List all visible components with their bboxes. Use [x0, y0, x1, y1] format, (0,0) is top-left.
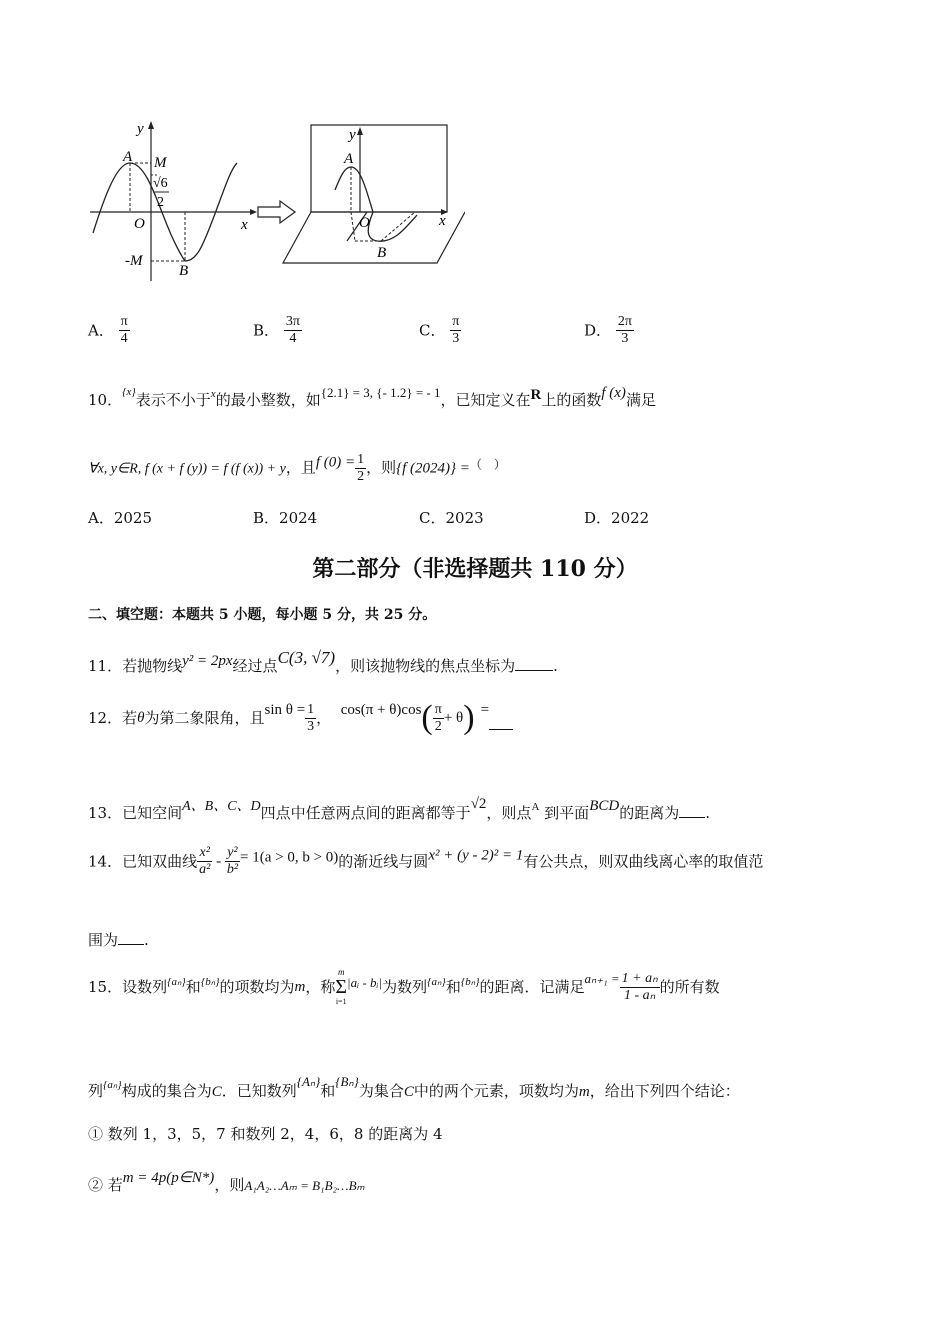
sine-curve-right-upper	[335, 167, 373, 212]
q15-c2a: ② 若	[88, 1176, 123, 1194]
q13-end: .	[705, 804, 710, 822]
q15-bn-2: {bₙ}	[460, 976, 480, 988]
q14-frac-x: $\frac{\text{x²}}{\text{a²}}$	[199, 845, 211, 877]
q15-bn: {bₙ}	[200, 976, 220, 988]
q12-expr2: + θ	[443, 710, 464, 726]
q10-text4: 上的函数	[541, 391, 602, 409]
q15-c2-prod: A₁A₂…Aₘ = B₁B₂…Bₘ	[244, 1178, 365, 1193]
q15-line1	[88, 966, 720, 1008]
q12-text1: 若	[122, 709, 138, 727]
q14-line2	[88, 930, 149, 950]
g1-label-negM: -M	[125, 253, 143, 269]
q12-answer-blank[interactable]	[489, 715, 513, 730]
q13-answer-blank[interactable]	[679, 803, 705, 818]
q9-option-b[interactable]	[253, 314, 302, 347]
q14-circle: x² + (y - 2)² = 1	[428, 847, 524, 864]
q13-sqrt2: √2	[470, 796, 487, 812]
q9-option-fraction: $\frac{2\pi}{3}$	[617, 314, 632, 346]
q10-target: {f (2024)} =	[396, 460, 470, 477]
q12-expr1: cos(π + θ)cos	[340, 702, 422, 718]
q10-brace-x: {x}	[122, 386, 136, 398]
q11-answer-blank[interactable]	[515, 656, 553, 671]
q14-line1: 14．已知双曲线 $\frac{\text{x²}}{\text{a²}}$ - $\frac{\text{y²}}{\text{b²}}$ = 1(a > 0, b > 0)的渐近线与圆x² + (y - 2)² = 1有公共点，则双曲线离心率的取值范	[88, 845, 764, 877]
q15-sum-body: |aᵢ - bᵢ|	[347, 975, 383, 990]
q15-line2	[88, 1072, 740, 1102]
q10-line2	[88, 452, 506, 485]
q14-answer-blank[interactable]	[118, 930, 144, 945]
g2-label-O: O	[359, 215, 370, 231]
sine-graph-figure	[85, 115, 465, 285]
q9-option-letter: D．	[584, 321, 612, 340]
q12-pi-frac: $\frac{\pi}{2}$	[434, 701, 442, 734]
part2-title: 第二部分（非选择题共 110 分）	[312, 556, 638, 582]
q9-option-letter: B．	[253, 321, 280, 340]
q13-A: A	[531, 801, 540, 813]
q10-option-a[interactable]: A．2025	[88, 509, 153, 527]
q15-text8: ．已知数列	[221, 1082, 297, 1100]
q15-text4: 为数列	[382, 978, 428, 996]
q15-m: m	[294, 979, 306, 995]
g2-label-y: y	[349, 127, 356, 143]
q13-BCD: BCD	[589, 798, 620, 814]
q14-text1: 已知双曲线	[122, 852, 198, 871]
g1-label-O: O	[134, 216, 145, 232]
q10-fx: f (x)	[601, 385, 626, 401]
q15-text1: 设数列	[122, 978, 168, 996]
q9-option-c[interactable]	[419, 314, 461, 347]
q10-example: {2.1} = 3, {- 1.2} = - 1	[320, 385, 441, 400]
q15-he-2: 和	[445, 978, 461, 996]
q15-lie: 列	[88, 1082, 104, 1100]
q10-text6: ，且	[285, 458, 316, 477]
q10-R: R	[530, 387, 542, 403]
q12-number: 12．	[88, 709, 123, 727]
q15-text9: 为集合	[358, 1082, 404, 1100]
g2-label-B: B	[377, 245, 387, 261]
q13	[88, 794, 710, 823]
q13-points: A、B、C、D	[182, 799, 261, 814]
q10-paren: （ ）	[469, 457, 506, 472]
g1-label-M: M	[154, 155, 167, 171]
q9-option-letter: A．	[88, 321, 114, 340]
g1-label-2: 2	[157, 195, 164, 210]
fold-arrow	[258, 201, 295, 223]
q11-point: C(3, √7)	[277, 648, 336, 667]
q12-text2: 为第二象限角，且	[144, 709, 265, 727]
q10-f0: f (0) =	[315, 454, 356, 471]
q12-theta: θ	[137, 710, 145, 726]
q15-he: 和	[185, 978, 201, 996]
q13-text3: ，则点	[486, 804, 532, 822]
q15-c2b: ，则	[214, 1176, 245, 1194]
q15-C: C	[211, 1084, 222, 1100]
q10-x: x	[210, 388, 216, 400]
q15-rec-frac: $\frac{\text{1 + aₙ}}{\text{1 - aₙ}}$	[621, 970, 658, 1003]
q15-number: 15．	[88, 978, 123, 996]
q13-text5: 的距离为	[619, 804, 680, 822]
q15-m-2: m	[578, 1084, 590, 1100]
q12: 12．若θ为第二象限角，且sin θ = $\frac{1}{3}$ ， cos(π + θ)cos( $\frac{\pi}{2}$ + θ) =	[88, 700, 513, 735]
section2-heading: 二、填空题：本题共 5 小题，每小题 5 分，共 25 分。	[88, 607, 437, 623]
q9-option-letter: C．	[419, 321, 446, 340]
q15-text3: ，称	[305, 978, 336, 996]
q10-option-b[interactable]: B．2024	[253, 509, 318, 527]
q15-text10: 中的两个元素，项数均为	[413, 1082, 579, 1100]
q9-option-fraction: $\frac{\pi}{3}$	[452, 314, 460, 346]
q11-number: 11．	[88, 657, 123, 675]
g1-label-sqrt6: √6	[153, 176, 168, 191]
q14-frac-y: $\frac{\text{y²}}{\text{b²}}$	[226, 845, 239, 877]
q15-Bn: {Bₙ}	[335, 1074, 359, 1089]
g1-label-y: y	[137, 121, 144, 137]
q10-text5: 满足	[625, 391, 656, 409]
q13-number: 13．	[88, 804, 123, 822]
g2-label-A: A	[344, 151, 354, 167]
q12-sin-frac: $\frac{1}{3}$	[307, 701, 315, 734]
q14-text4: 围为	[88, 931, 119, 949]
g1-label-A: A	[123, 149, 133, 165]
q10-option-d[interactable]: D．2022	[584, 509, 650, 527]
q11-text1: 若抛物线	[122, 657, 183, 675]
q9-option-fraction: $\frac{\pi}{4}$	[120, 314, 128, 346]
q10-number: 10．	[88, 391, 123, 409]
q10-text2: 的最小整数，如	[215, 391, 321, 409]
q11	[88, 648, 558, 676]
q11-text3: ，则该抛物线的焦点坐标为	[335, 657, 516, 675]
q12-expr3: =	[480, 702, 490, 718]
q10-text1: 表示不小于	[135, 391, 211, 409]
q15-rec-lhs: aₙ₊₁ =	[584, 971, 620, 986]
g1-label-x: x	[241, 217, 248, 233]
q11-text2: 经过点	[232, 657, 278, 675]
q10-text7: ，则	[366, 458, 397, 477]
q11-end: .	[553, 657, 558, 675]
q15-C-2: C	[403, 1084, 414, 1100]
q15-text5: 的距离．记满足	[479, 978, 585, 996]
q15-sum: m Σ i=1	[335, 967, 348, 1006]
q15-he-3: 和	[320, 1082, 336, 1100]
q15-text7: 构成的集合为	[121, 1082, 212, 1100]
q15-conclusion-2	[88, 1168, 365, 1196]
q13-text4: 到平面	[544, 804, 590, 822]
q15-conclusion-1: ① 数列 1，3，5，7 和数列 2，4，6，8 的距离为 4	[88, 1125, 443, 1143]
q11-eq: y² = 2px	[182, 653, 233, 669]
q14-text2: 的渐近线与圆	[338, 852, 429, 871]
q10-text3: ，已知定义在	[440, 391, 531, 409]
q10-line1	[88, 382, 656, 410]
q10-condition: ∀x, y∈R, f (x + f (y)) = f (f (x)) + y	[88, 461, 286, 477]
g2-label-x: x	[439, 213, 446, 229]
q9-option-d[interactable]	[584, 314, 634, 347]
q15-text6: 的所有数	[659, 978, 720, 996]
q15-An: {Aₙ}	[296, 1074, 321, 1089]
q15-an-3: {aₙ}	[103, 1079, 122, 1091]
g1-label-B: B	[179, 263, 189, 279]
q9-option-fraction: $\frac{3\pi}{4}$	[285, 314, 300, 346]
q14-end: .	[144, 931, 149, 949]
q13-text1: 已知空间	[122, 804, 183, 822]
q15-text2: 的项数均为	[219, 978, 295, 996]
q10-option-c[interactable]: C．2023	[419, 509, 484, 527]
q9-option-a[interactable]	[88, 314, 130, 347]
q12-text3: ，	[316, 709, 332, 727]
q15-text11: ，给出下列四个结论：	[589, 1082, 740, 1100]
q12-sin: sin θ =	[264, 702, 306, 718]
q15-c2-eq: m = 4p(p∈N*)	[122, 1170, 215, 1186]
q14-number: 14．	[88, 852, 123, 871]
q10-half: $\frac{1}{2}$	[357, 452, 365, 484]
q14-text3: 有公共点，则双曲线离心率的取值范	[523, 852, 764, 871]
q14-cond: = 1(a > 0, b > 0)	[240, 849, 339, 866]
q13-text2: 四点中任意两点间的距离都等于	[260, 804, 471, 822]
q15-an: {aₙ}	[167, 976, 186, 988]
q15-an-2: {aₙ}	[427, 976, 446, 988]
